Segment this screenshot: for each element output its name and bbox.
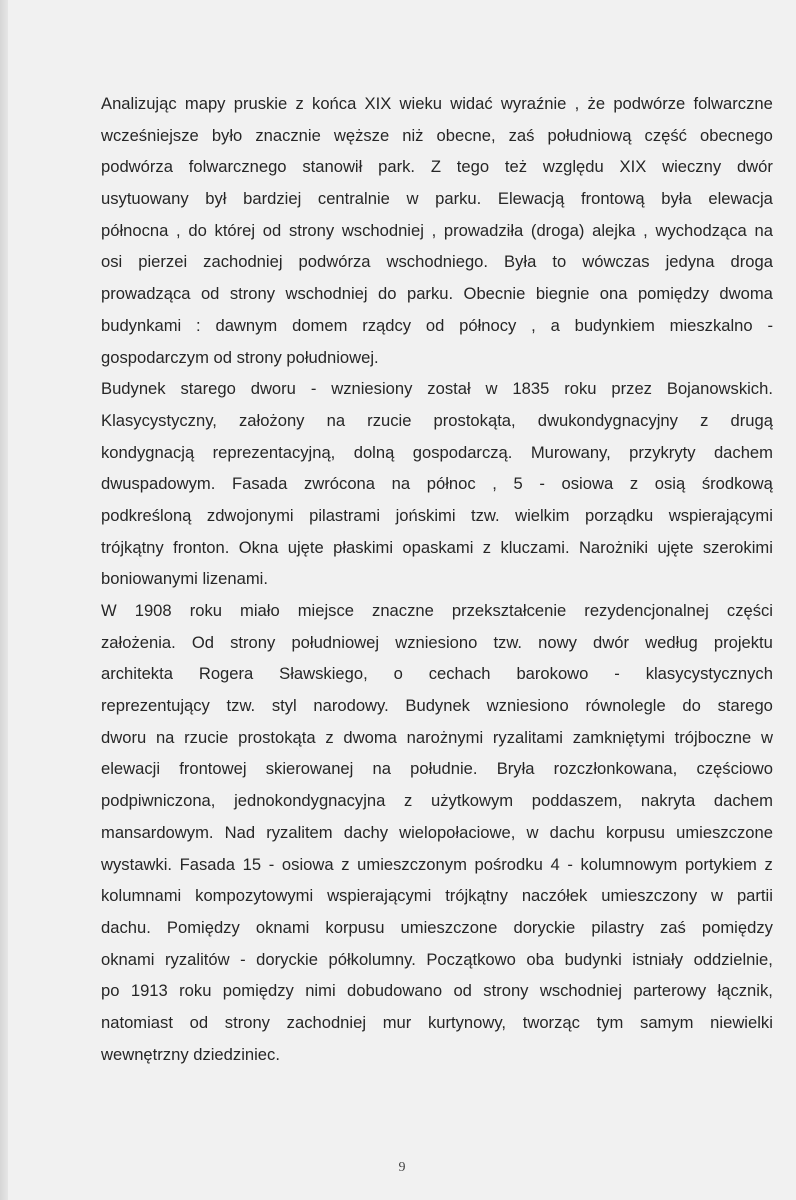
- paragraph: [101, 88, 773, 373]
- text-line: osi pierzei zachodniej podwórza wschodniego. Była to wówczas jedyna droga: [101, 252, 773, 272]
- text-line: dworu na rzucie prostokąta z dwoma narożnymi ryzalitami zamkniętymi trójboczne w: [101, 727, 773, 747]
- document-page: [8, 0, 796, 1200]
- paragraph: [101, 595, 773, 1070]
- text-line: kondygnacją reprezentacyjną, dolną gospodarczą. Murowany, przykryty dachem: [101, 442, 773, 462]
- text-line: oknami ryzalitów - doryckie półkolumny. Początkowo oba budynki istniały oddzielnie,: [101, 949, 773, 969]
- body-text: [101, 88, 773, 1070]
- text-line: dachu. Pomiędzy oknami korpusu umieszczone doryckie pilastry zaś pomiędzy: [101, 917, 773, 937]
- text-line: usytuowany był bardziej centralnie w parku. Elewacją frontową była elewacja: [101, 189, 773, 209]
- text-line: podkreśloną zdwojonymi pilastrami jońskimi tzw. wielkim porządku wspierającymi: [101, 505, 773, 525]
- text-line: natomiast od strony zachodniej mur kurtynowy, tworząc tym samym niewielki: [101, 1012, 773, 1032]
- text-line: podwórza folwarcznego stanowił park. Z tego też względu XIX wieczny dwór: [101, 157, 773, 177]
- text-line: reprezentujący tzw. styl narodowy. Budynek wzniesiono równolegle do starego: [101, 696, 773, 716]
- text-line: elewacji frontowej skierowanej na południe. Bryła rozczłonkowana, częściowo: [101, 759, 773, 779]
- text-line: W 1908 roku miało miejsce znaczne przekształcenie rezydencjonalnej części: [101, 601, 773, 620]
- text-line: wystawki. Fasada 15 - osiowa z umieszczonym pośrodku 4 - kolumnowym portykiem z: [101, 854, 773, 874]
- text-line: wcześniejsze było znacznie węższe niż obecne, zaś południową część obecnego: [101, 125, 773, 145]
- text-line: mansardowym. Nad ryzalitem dachy wielopołaciowe, w dachu korpusu umieszczone: [101, 822, 773, 842]
- text-line: Budynek starego dworu - wzniesiony został w 1835 roku przez Bojanowskich.: [101, 379, 773, 399]
- text-line: prowadząca od strony wschodniej do parku. Obecnie biegnie ona pomiędzy dwoma: [101, 284, 773, 304]
- text-line: trójkątny fronton. Okna ujęte płaskimi opaskami z kluczami. Narożniki ujęte szerokimi: [101, 537, 773, 557]
- text-line: dwuspadowym. Fasada zwrócona na północ , 5 - osiowa z osią środkową: [101, 474, 773, 494]
- text-line: kolumnami kompozytowymi wspierającymi trójkątny naczółek umieszczony w partii: [101, 886, 773, 906]
- text-line: po 1913 roku pomiędzy nimi dobudowano od strony wschodniej parterowy łącznik,: [101, 981, 773, 1001]
- text-line: budynkami : dawnym domem rządcy od północy , a budynkiem mieszkalno -: [101, 315, 773, 335]
- paragraph: [101, 373, 773, 595]
- text-line: założenia. Od strony południowej wzniesiono tzw. nowy dwór według projektu: [101, 632, 773, 652]
- text-line: Analizując mapy pruskie z końca XIX wieku widać wyraźnie , że podwórze folwarczne: [101, 94, 773, 113]
- text-line: północna , do której od strony wschodniej , prowadziła (droga) alejka , wychodząca na: [101, 220, 773, 240]
- scan-edge: [0, 0, 8, 1200]
- text-line: podpiwniczona, jednokondygnacyjna z użytkowym poddaszem, nakryta dachem: [101, 791, 773, 811]
- text-line: Klasycystyczny, założony na rzucie prostokąta, dwukondygnacyjny z drugą: [101, 410, 773, 430]
- page-number: 9: [398, 1160, 406, 1175]
- text-line: wewnętrzny dziedziniec.: [101, 1044, 280, 1064]
- text-line: architekta Rogera Sławskiego, o cechach barokowo - klasycystycznych: [101, 664, 773, 684]
- text-line: gospodarczym od strony południowej.: [101, 347, 379, 367]
- text-line: boniowanymi lizenami.: [101, 569, 268, 589]
